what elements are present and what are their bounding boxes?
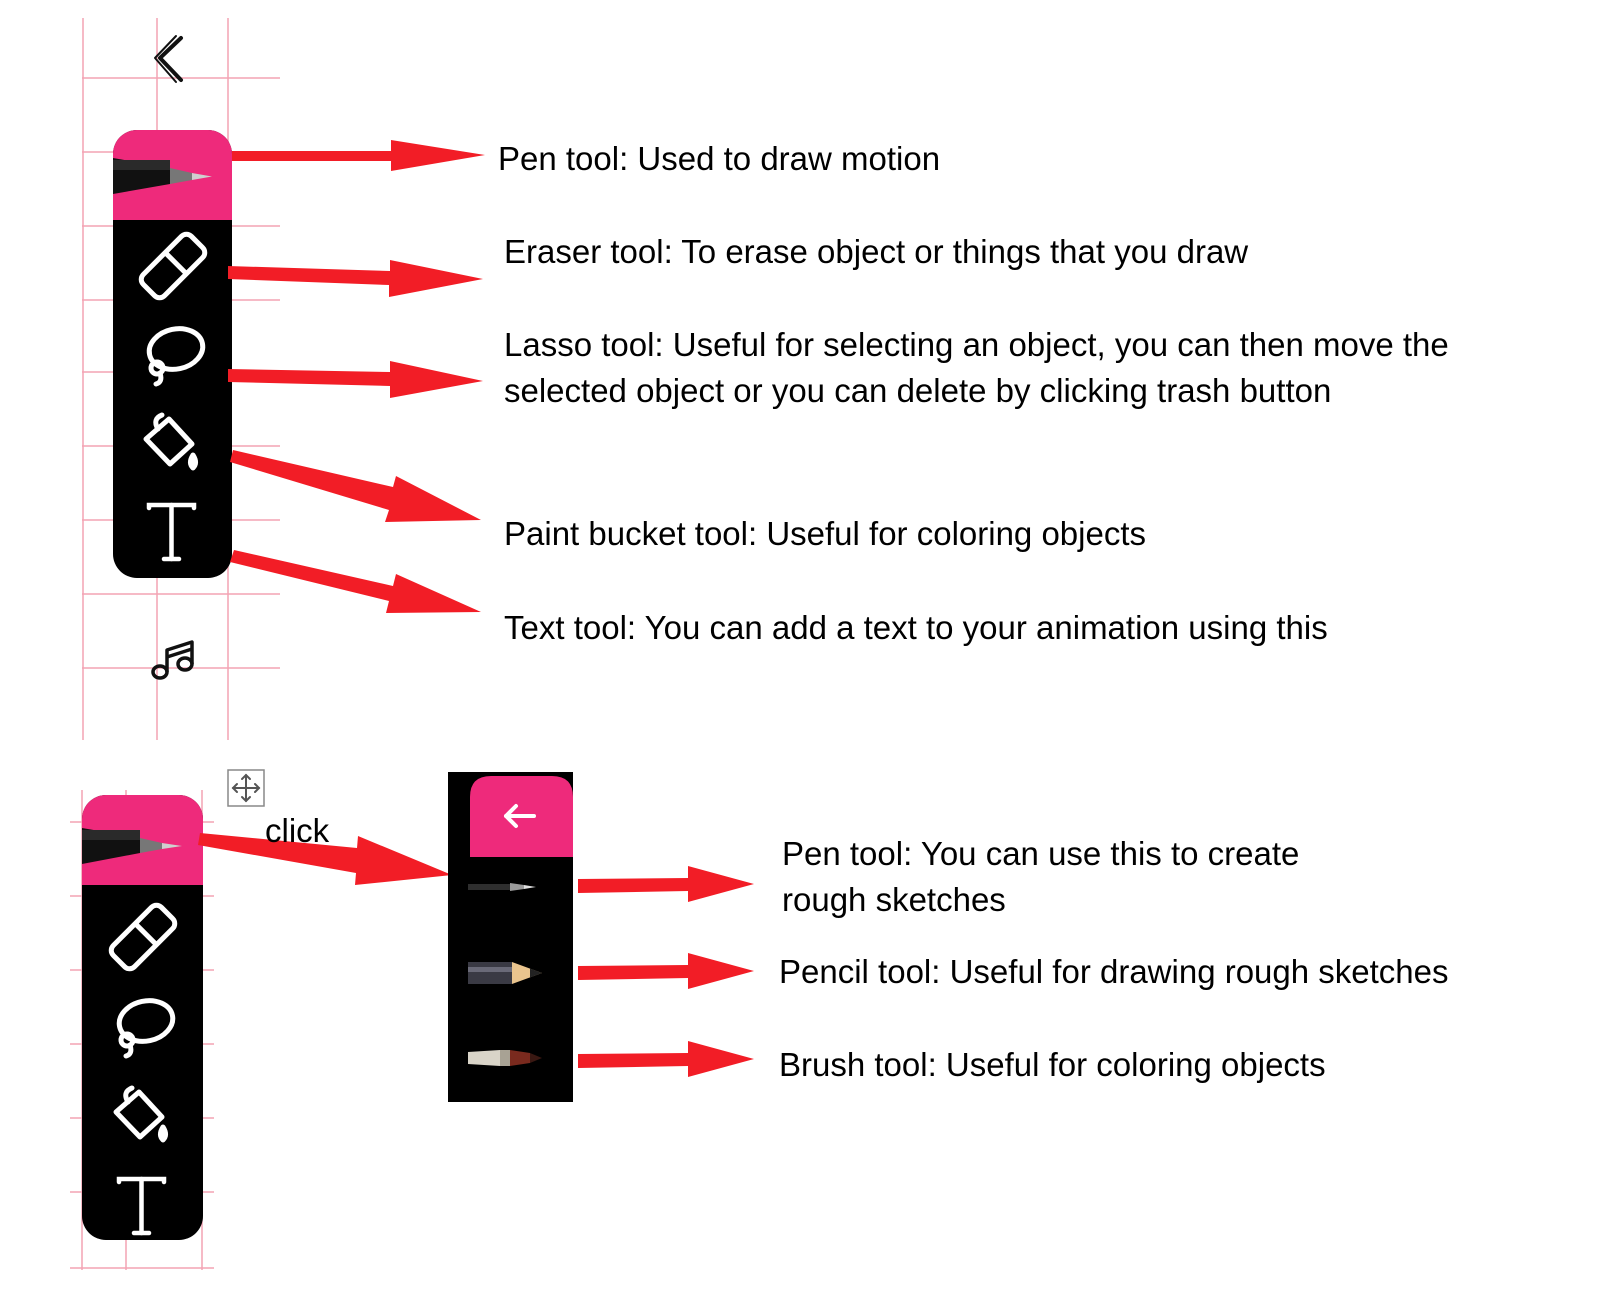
back-chevron-icon[interactable] [160,38,181,80]
pencil-tool-description: Pencil tool: Useful for drawing rough sketches [779,953,1449,990]
arrow-paint-bucket [230,450,481,522]
move-icon[interactable] [228,770,264,806]
pen-tool-description: Pen tool: Used to draw motion [498,140,941,177]
arrow-brush [578,1041,754,1077]
arrow-pencil [578,953,754,989]
submenu-arrows [578,866,754,1077]
click-label: click [265,812,330,849]
lasso-tool-description: Lasso tool: Useful for selecting an object, you can then move the selected object or you can delete by clicking trash button [504,326,1449,409]
brush-tool-description: Brush tool: Useful for coloring objects [779,1046,1326,1083]
arrow-text [230,550,481,613]
sub-pen-tool-description: Pen tool: You can use this to create rough sketches [782,835,1300,918]
eraser-tool-description: Eraser tool: To erase object or things that you draw [504,233,1249,270]
bottom-toolbar [82,795,203,1240]
arrow-eraser [228,260,483,297]
arrow-fine-pen [578,866,754,902]
text-tool-description: Text tool: You can add a text to your animation using this [504,609,1328,646]
top-arrows [228,140,485,613]
paint-bucket-tool-description: Paint bucket tool: Useful for coloring objects [504,515,1147,552]
arrow-pen [232,140,485,171]
arrow-lasso [228,361,483,398]
music-icon[interactable] [153,642,192,678]
